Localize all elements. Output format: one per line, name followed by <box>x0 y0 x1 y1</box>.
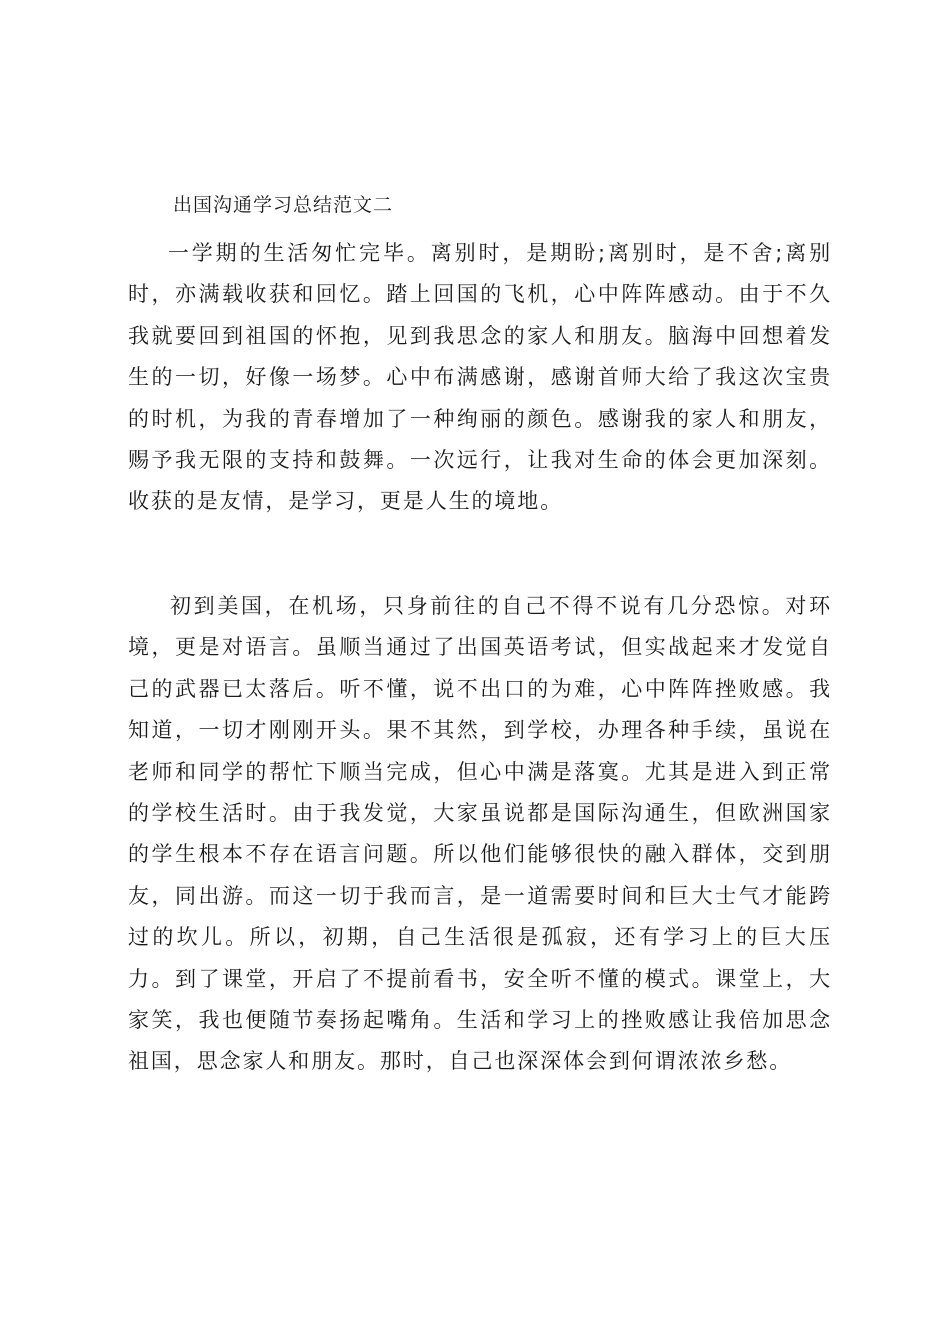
paragraph-departure-reflection: 一学期的生活匆忙完毕。离别时，是期盼;离别时，是不舍;离别时，亦满载收获和回忆。踏上回国的飞机，心中阵阵感动。由于不久我就要回到祖国的怀抱，见到我思念的家人和朋友。脑海中回想着发生的一切，好像一场梦。心中布满感谢，感谢首师大给了我这次宝贵的时机，为我的青春增加了一种绚丽的颜色。感谢我的家人和朋友，赐予我无限的支持和鼓舞。一次远行，让我对生命的体会更加深刻。收获的是友情，是学习，更是人生的境地。 <box>128 241 832 514</box>
document-title: 出国沟通学习总结范文二 <box>173 194 394 216</box>
paragraph-arrival-in-america: 初到美国，在机场，只身前往的自己不得不说有几分恐惊。对环境，更是对语言。虽顺当通过了出国英语考试，但实战起来才发觉自己的武器已太落后。听不懂，说不出口的为难，心中阵阵挫败感。我知道，一切才刚刚开头。果不其然，到学校，办理各种手续，虽说在老师和同学的帮忙下顺当完成，但心中满是落寞。尤其是进入到正常的学校生活时。由于我发觉，大家虽说都是国际沟通生，但欧洲国家的学生根本不存在语言问题。所以他们能够很快的融入群体，交到朋友，同出游。而这一切于我而言，是一道需要时间和巨大士气才能跨过的坎儿。所以，初期，自己生活很是孤寂，还有学习上的巨大压力。到了课堂，开启了不提前看书，安全听不懂的模式。课堂上，大家笑，我也便随节奏扬起嘴角。生活和学习上的挫败感让我倍加思念祖国，思念家人和朋友。那时，自己也深深体会到何谓浓浓乡愁。 <box>128 594 832 1074</box>
